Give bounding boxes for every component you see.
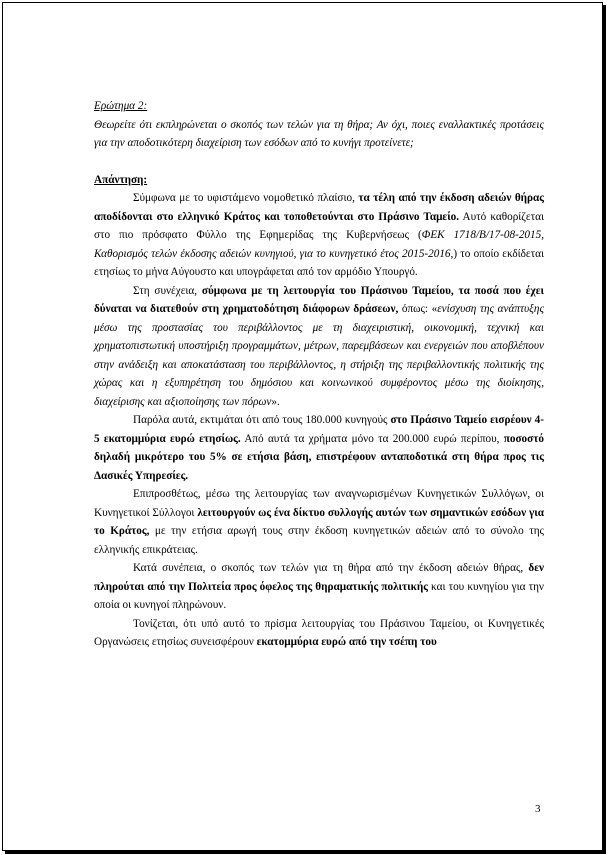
- text-run: και του κυνηγίου για την οποία οι κυνηγοί πληρώνουν.: [94, 580, 544, 611]
- answer-title: Απάντηση:: [94, 173, 148, 186]
- text-run: ποσοστό δηλαδή μικρότερο του 5% σε ετήσια βάση, επιστρέφουν ανταποδοτικά στη θήρα προς τις Δασικές Υπηρεσίες.: [94, 432, 544, 482]
- document-page: [2, 2, 603, 851]
- answer-paragraph: [94, 559, 544, 615]
- text-run: εκατομμύρια ευρώ από την τσέπη του: [256, 636, 437, 648]
- text-run: Από αυτά τα χρήματα μόνο τα 200.000 ευρώ περίπου,: [240, 432, 504, 445]
- text-run: στο Πράσινο Ταμείο εισρέουν 4-5 εκατομμύρια ευρώ ετησίως.: [94, 414, 544, 445]
- document-body: [94, 97, 544, 652]
- answer-paragraph: [94, 411, 544, 485]
- answer-paragraph: [94, 485, 544, 559]
- text-run: Κατά συνέπεια, ο σκοπός των τελών για τη θήρα από την έκδοση αδειών θήρας,: [133, 562, 529, 574]
- text-run: δεν πληρούται από την Πολιτεία προς όφελος της θηραματικής πολιτικής: [94, 562, 544, 593]
- text-run: ».: [271, 395, 280, 408]
- text-run: με την ετήσια αρωγή τους στην έκδοση κυνηγετικών αδειών από το σύνολο της ελληνικής επικράτειας.: [94, 525, 544, 556]
- text-run: Παρόλα αυτά, εκτιμάται ότι από τους 180.000 κυνηγούς: [133, 414, 391, 426]
- text-run: τα τέλη από την έκδοση αδειών θήρας αποδίδονται στο ελληνικό Κράτος και τοποθετούνται στο Πράσινο Ταμείο.: [94, 192, 544, 223]
- text-run: Τονίζεται, ότι υπό αυτό το πρίσμα λειτουργίας του Πράσινου Ταμείου, οι Κυνηγετικές Οργανώσεις ετησίως συνεισφέρουν: [94, 617, 544, 648]
- answer-paragraph: [94, 615, 544, 652]
- text-run: όπως: «: [398, 303, 438, 315]
- question-title: Ερώτημα 2:: [94, 100, 148, 112]
- text-run: λειτουργούν ως ένα δίκτυο συλλογής αυτών των σημαντικών εσόδων για το Κράτος,: [94, 506, 544, 537]
- text-run: ενίσχυση της ανάπτυξης μέσω της προστασίας του περιβάλλοντος με τη διαχειριστική, οικονομική, τεχνική και χρηματοπιστωτική υποστήριξη προγραμμάτων, μέτρων, παρεμβάσεων και ενεργειών που αποβλέπουν στην ανάδειξη και αποκατάσταση του περιβάλλοντος, η στήριξη της περιβαλλοντικής πολιτικής της χώρας και η εξυπηρέτηση του δημόσιου και κοινωνικού συμφέροντος μέσω της διοίκησης, διαχείρισης και αξιοποίησης των πόρων: [94, 303, 544, 408]
- text-run: σύμφωνα με τη λειτουργία του Πράσινου Ταμείου, τα ποσά που έχει δύναται να διατεθούν στη χρηματοδότηση διάφορων δράσεων,: [94, 284, 544, 315]
- answer-body: [94, 189, 544, 652]
- text-run: Επιπροσθέτως, μέσω της λειτουργίας των αναγνωρισμένων Κυνηγετικών Συλλόγων, οι Κυνηγετικοί Σύλλογοι: [94, 488, 544, 519]
- text-run: Σύμφωνα με το υφιστάμενο νομοθετικό πλαίσιο,: [133, 192, 359, 204]
- answer-paragraph: [94, 282, 544, 412]
- text-run: Αυτό καθορίζεται στο πιο πρόσφατο Φύλλο της Εφημερίδας της Κυβερνήσεως (: [94, 210, 544, 241]
- text-run: Στη συνέχεια,: [133, 284, 202, 297]
- text-run: ) το οποίο εκδίδεται ετησίως το μήνα Αύγουστο και υπογράφεται από τον αρμόδιο Υπουργό.: [94, 247, 544, 278]
- answer-paragraph: [94, 189, 544, 282]
- page-number: 3: [535, 803, 541, 815]
- question-text: Θεωρείτε ότι εκπληρώνεται ο σκοπός των τελών για τη θήρα; Αν όχι, ποιες εναλλακτικές προτάσεις για την αποδοτικότερη διαχείριση των εσόδων από το κυνήγι προτείνετε;: [94, 118, 544, 149]
- text-run: ΦΕΚ 1718/Β/17-08-2015, Καθορισμός τελών έκδοσης αδειών κυνηγιού, για το κυνηγετικό έτος 2015-2016,: [94, 229, 544, 260]
